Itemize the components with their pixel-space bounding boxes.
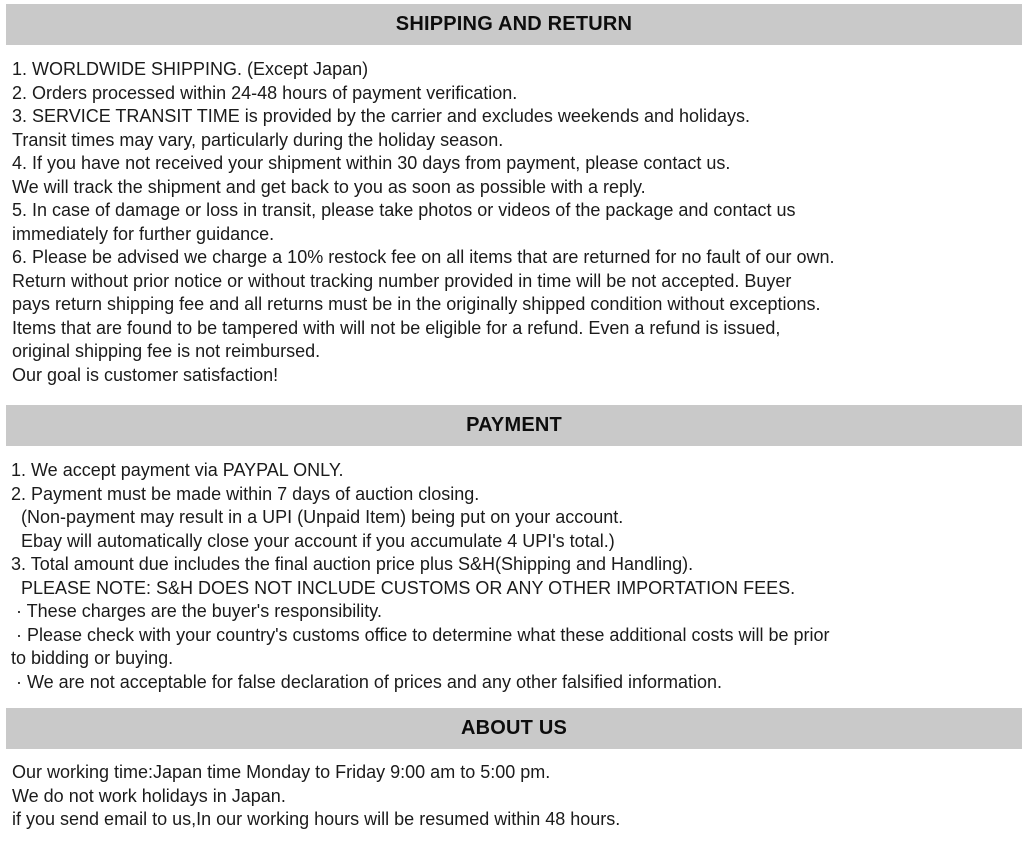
text-line: Return without prior notice or without tracking number provided in time will be not accepted. Buyer bbox=[12, 270, 792, 291]
section-shipping-and-return bbox=[0, 4, 1024, 401]
text-line: 1. WORLDWIDE SHIPPING. (Except Japan) bbox=[12, 59, 369, 79]
text-line: 1. We accept payment via PAYPAL ONLY. bbox=[11, 460, 344, 480]
text-line: · These charges are the buyer's responsibility. bbox=[11, 601, 382, 621]
text-line: · We are not acceptable for false declaration of prices and any other falsified information. bbox=[11, 671, 723, 692]
section-header-about-us bbox=[6, 708, 1022, 749]
policy-page bbox=[0, 4, 1024, 842]
section-title-shipping-and-return: SHIPPING AND RETURN bbox=[395, 13, 633, 35]
text-line: PLEASE NOTE: S&H DOES NOT INCLUDE CUSTOMS OR ANY OTHER IMPORTATION FEES. bbox=[11, 577, 796, 598]
text-line: (Non-payment may result in a UPI (Unpaid Item) being put on your account. bbox=[11, 507, 624, 527]
section-body-about-us bbox=[0, 749, 1024, 838]
text-line: 4. If you have not received your shipment within 30 days from payment, please contact us. bbox=[12, 153, 731, 173]
text-line: 2. Orders processed within 24-48 hours of payment verification. bbox=[12, 82, 518, 103]
section-about-us bbox=[0, 708, 1024, 838]
text-line: Transit times may vary, particularly during the holiday season. bbox=[12, 129, 504, 150]
section-body-payment bbox=[0, 446, 1024, 704]
section-header-payment bbox=[6, 405, 1022, 446]
text-line: 3. SERVICE TRANSIT TIME is provided by the carrier and excludes weekends and holidays. bbox=[12, 106, 751, 126]
text-line: We will track the shipment and get back to you as soon as possible with a reply. bbox=[12, 176, 646, 197]
section-body-shipping-and-return bbox=[0, 45, 1024, 401]
text-line: to bidding or buying. bbox=[11, 648, 174, 668]
text-line: 6. Please be advised we charge a 10% restock fee on all items that are returned for no fault of our own. bbox=[12, 247, 835, 267]
text-line: · Please check with your country's customs office to determine what these additional costs will be prior bbox=[11, 624, 830, 645]
section-title-about-us: ABOUT US bbox=[460, 717, 568, 739]
text-line: We do not work holidays in Japan. bbox=[12, 785, 286, 806]
text-line: Ebay will automatically close your account if you accumulate 4 UPI's total.) bbox=[11, 530, 615, 551]
text-line: if you send email to us,In our working hours will be resumed within 48 hours. bbox=[12, 809, 621, 829]
text-line: original shipping fee is not reimbursed. bbox=[12, 341, 321, 361]
text-line: 3. Total amount due includes the final auction price plus S&H(Shipping and Handling). bbox=[11, 554, 694, 574]
text-line: 2. Payment must be made within 7 days of auction closing. bbox=[11, 483, 480, 504]
section-title-payment: PAYMENT bbox=[466, 414, 562, 436]
text-line: Our goal is customer satisfaction! bbox=[12, 364, 279, 385]
text-line: 5. In case of damage or loss in transit, please take photos or videos of the package and contact us bbox=[12, 200, 796, 220]
text-line: immediately for further guidance. bbox=[12, 223, 275, 244]
section-header-shipping-and-return bbox=[6, 4, 1022, 45]
text-line: Our working time:Japan time Monday to Friday 9:00 am to 5:00 pm. bbox=[12, 762, 551, 782]
text-line: Items that are found to be tampered with will not be eligible for a refund. Even a refund is issued, bbox=[12, 317, 781, 338]
section-payment bbox=[0, 405, 1024, 704]
text-line: pays return shipping fee and all returns must be in the originally shipped condition without exceptions. bbox=[12, 294, 821, 314]
